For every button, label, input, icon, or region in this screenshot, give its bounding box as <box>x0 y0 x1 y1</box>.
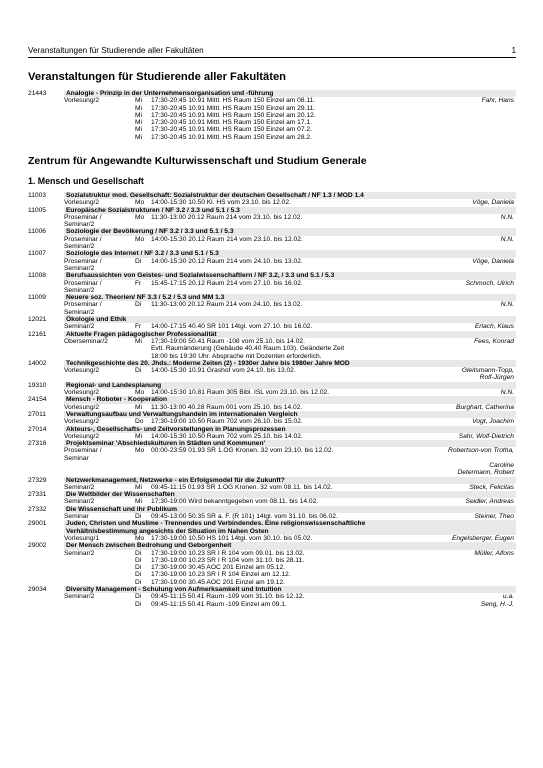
course-type: Proseminar / <box>64 447 102 455</box>
schedule-row <box>64 258 516 265</box>
instructor-cont: Rolf-Jürgen <box>479 374 514 382</box>
note-text: 18:00 bis 19:30 Uhr. Absprache mit Dozenten erforderlich. <box>151 352 322 360</box>
course-type: Vorlesung/2 <box>64 418 100 426</box>
schedule: 14:00-15:30 20.12 Raum 214 vom 23.10. bis 12.02. <box>151 235 303 243</box>
course-title: Juden, Christen und Muslime - Trennendes und Verbindendes. Eine religionswissenschaftliche <box>64 520 516 527</box>
course-entry <box>28 542 516 586</box>
course-entry <box>28 411 516 426</box>
weekday: Mo <box>135 235 145 243</box>
schedule: 14:00-17:15 40.40 SR 101 14tgl. vom 27.10. bis 16.02. <box>151 323 313 331</box>
schedule: 15:45-17:15 20.12 Raum 214 vom 27.10. bis 16.02. <box>151 279 303 287</box>
schedule-row <box>64 389 516 396</box>
schedule <box>151 265 516 272</box>
course-number: 27331 <box>28 491 47 499</box>
schedule-row <box>64 433 516 440</box>
weekday: Di <box>135 556 142 564</box>
weekday: Di <box>135 257 142 265</box>
course-number: 14002 <box>28 359 47 367</box>
instructor: N.N. <box>500 389 514 397</box>
course-details <box>64 484 516 491</box>
schedule-row <box>64 557 516 564</box>
course-list-mensch-gesellschaft <box>28 192 516 608</box>
schedule: 17:30-19:00 10.23 SR I R 104 vom 09.01. bis 13.02. <box>151 549 305 557</box>
course-number: 27332 <box>28 505 47 513</box>
course-type: Seminar <box>64 454 89 462</box>
weekday: Di <box>135 564 142 572</box>
weekday: Mi <box>135 104 143 112</box>
course-type: Seminar/2 <box>64 264 95 272</box>
weekday: Mi <box>135 483 143 491</box>
schedule <box>151 243 516 250</box>
course-details <box>64 199 516 206</box>
course-number: 12161 <box>28 330 47 338</box>
course-type: Vorlesung/2 <box>64 199 100 207</box>
schedule: 17:30-19:00 10.50 HS 101 14tgl. vom 30.10. bis 05.02. <box>151 534 313 542</box>
course-title: Akteurs-, Gesellschafts- und Zeitvorstellungen in Planungsprozessen <box>64 426 516 433</box>
instructor: Vogt, Joachim <box>472 418 514 426</box>
course-type: Proseminar / <box>64 257 102 265</box>
instructor: N.N. <box>500 235 514 243</box>
course-details <box>64 323 516 330</box>
instructor: Müller, Alfons <box>474 549 514 557</box>
schedule: 17:30-20:45 10.91 Mittl. HS Raum 150 Einzel am 07.2. <box>151 126 312 134</box>
course-details <box>64 214 516 229</box>
schedule: 09:45-11:15 50.41 Raum -109 Einzel am 09.1. <box>151 600 287 608</box>
course-number: 11008 <box>28 272 46 280</box>
course-type: Vorlesung/1 <box>64 534 100 542</box>
course-type: Seminar/2 <box>64 323 95 331</box>
course-title: Soziologie des Internet / NF 3.2 / 3.3 und 5.1 / 5.3 <box>64 250 516 257</box>
schedule-row <box>64 484 516 491</box>
schedule: 09:45-11:15 01.93 SR 1.OG Kronen. 32 vom 08.11. bis 14.02. <box>151 483 333 491</box>
schedule-row <box>64 513 516 520</box>
institution-heading: Zentrum für Angewandte Kulturwissenschaft und Studium Generale <box>28 155 367 167</box>
course-number: 29002 <box>28 542 47 550</box>
weekday: Mo <box>135 389 145 397</box>
weekday: Mi <box>135 498 143 506</box>
weekday: Mi <box>135 432 143 440</box>
schedule-row <box>64 221 516 228</box>
course-title: Technikgeschichte des 20. Jhds.: Moderne Zeiten (2) - 1930er Jahre bis 1980er Jahre MOD <box>64 360 516 367</box>
schedule-row <box>64 309 516 316</box>
course-number: 27014 <box>28 425 47 433</box>
schedule: 11:30-13:00 40.28 Raum 001 vom 25.10. bis 14.02. <box>151 403 303 411</box>
course-title: Sozialstruktur mod. Gesellschaft: Sozialstruktur der deutschen Gesellschaft / NF 1.3 / MOD 1.4 <box>64 192 516 199</box>
course-title: Der Mensch zwischen Bedrohung und Geborgenheit <box>64 542 516 549</box>
schedule <box>151 309 516 316</box>
instructor: Steck, Felicitas <box>469 483 514 491</box>
course-details <box>64 404 516 411</box>
course-type: Vorlesung/2 <box>64 389 100 397</box>
course-note <box>64 345 516 352</box>
course-entry <box>28 207 516 229</box>
instructor: Schmoch, Ulrich <box>465 279 514 287</box>
weekday: Mi <box>135 337 143 345</box>
schedule-row <box>64 571 516 578</box>
schedule: 17:30-19:00 30.45 AOC 201 Einzel am 19.12. <box>151 578 286 586</box>
instructor-cont: Determann, Robert <box>457 469 514 477</box>
schedule: 17:30-20:45 10.91 Mittl. HS Raum 150 Einzel am 29.11. <box>151 104 316 112</box>
course-type: Vorlesung/2 <box>64 367 100 375</box>
subsection-heading: 1. Mensch und Gesellschaft <box>28 176 144 186</box>
course-number: 11006 <box>28 228 46 236</box>
course-entry <box>28 426 516 441</box>
course-title: Verwaltungsaufbau und Verwaltungshandeln im internationalen Vergleich <box>64 411 516 418</box>
schedule-row <box>64 301 516 308</box>
schedule-row <box>64 404 516 411</box>
instructor: Seng, H.-J. <box>480 600 514 608</box>
course-number: 11009 <box>28 294 46 302</box>
course-title-cont: Verhältnisbestimmung angesichts der Situation im Nahen Osten <box>64 528 516 535</box>
course-title: Projektseminar 'Abschiedskulturen in Städten und Kommunen' <box>64 440 516 447</box>
course-type: Seminar/2 <box>64 286 95 294</box>
instructor-cont: Caroline <box>489 461 514 469</box>
instructor: Sahr, Wolf-Dietrich <box>458 432 514 440</box>
weekday: Di <box>135 571 142 579</box>
page-number: 1 <box>511 46 516 55</box>
schedule: 14:00-15:30 10.50 Kl. HS vom 23.10. bis 12.02. <box>151 199 291 207</box>
course-details <box>64 593 516 608</box>
course-number: 19310 <box>28 381 47 389</box>
schedule-row <box>64 601 516 608</box>
course-number: 11005 <box>28 206 46 214</box>
schedule <box>151 221 516 228</box>
course-entry <box>28 250 516 272</box>
instructor: Burghart, Catherina <box>456 403 514 411</box>
schedule: 17:30-20:45 10.91 Mittl. HS Raum 150 Einzel am 17.1. <box>151 119 312 127</box>
schedule: 14:00-15:30 10.81 Raum 305 Bibl. ISL vom 23.10. bis 12.02. <box>151 389 330 397</box>
instructor: N.N. <box>500 301 514 309</box>
course-title: Ökologie und Ethik <box>64 316 516 323</box>
course-type: Vorlesung/2 <box>64 403 100 411</box>
schedule: 17:30-19:00 10.50 Raum 702 vom 26.10. bis 15.02. <box>151 418 303 426</box>
weekday: Di <box>135 513 142 521</box>
schedule-row <box>64 498 516 505</box>
schedule-row <box>64 105 516 112</box>
course-type: Proseminar / <box>64 213 102 221</box>
course-type: Seminar/2 <box>64 243 95 251</box>
course-note <box>64 353 516 360</box>
schedule: 17:30-20:45 10.91 Mittl. HS Raum 150 Einzel am 28.2. <box>151 133 312 141</box>
weekday: Di <box>135 549 142 557</box>
schedule: 11:30-13:00 20.12 Raum 214 vom 24.10. bis 13.02. <box>151 301 303 309</box>
course-number: 11003 <box>28 192 46 199</box>
instructor: Vöge, Daniela <box>472 257 514 265</box>
weekday: Di <box>135 301 142 309</box>
course-type: Proseminar / <box>64 235 102 243</box>
schedule: 09:45-11:15 50.41 Raum -109 vom 31.10. bis 12.12. <box>151 593 305 601</box>
instructor: Fahr, Hans <box>481 97 514 105</box>
schedule: 17:30-19:00 50.41 Raum -108 vom 25.10. bis 14.02. <box>151 337 305 345</box>
course-entry <box>28 294 516 316</box>
instructor: Gleitsmann-Topp, <box>461 367 514 375</box>
course-title: Soziologie der Bevölkerung / NF 3.2 / 3.3 und 5.1 / 5.3 <box>64 228 516 235</box>
running-header-title: Veranstaltungen für Studierende aller Fakultäten <box>28 46 204 55</box>
instructor: Seidler, Andreas <box>465 498 514 506</box>
course-title: Aktuelle Fragen pädagogischer Professionalität <box>64 331 516 338</box>
schedule-row <box>64 119 516 126</box>
schedule-row <box>64 418 516 425</box>
weekday: Di <box>135 367 142 375</box>
schedule-row <box>64 593 516 600</box>
course-type: Proseminar / <box>64 279 102 287</box>
weekday: Mi <box>135 403 143 411</box>
course-entry <box>28 396 516 411</box>
weekday: Mi <box>135 119 143 127</box>
course-title: Berufsaussichten von Geistes- und Sozialwissenschaftlern / NF 3.2, / 3.3 und 5.1 / 5.3 <box>64 272 516 279</box>
course-details <box>64 301 516 316</box>
note-text: Evtl. Raumänderung (Gebäude 40.40 Raum 103). Geänderte Zeit <box>151 345 345 353</box>
schedule: 14:00-15:30 10.50 Raum 702 vom 25.10. bis 14.02. <box>151 432 303 440</box>
course-number: 12021 <box>28 316 47 324</box>
course-number: 27316 <box>28 440 47 448</box>
course-details <box>64 447 516 476</box>
course-entry <box>28 192 516 207</box>
weekday: Di <box>135 593 142 601</box>
course-title: Die Weltbilder der Wissenschaften <box>64 491 516 498</box>
schedule-row <box>64 323 516 330</box>
course-details <box>64 535 516 542</box>
weekday: Mi <box>135 126 143 134</box>
course-type: Seminar/2 <box>64 498 95 506</box>
course-entry <box>28 90 516 141</box>
instructor: u.a. <box>502 593 514 601</box>
course-number: 24154 <box>28 396 47 404</box>
schedule-row <box>64 564 516 571</box>
instructor: N.N. <box>500 213 514 221</box>
course-entry <box>28 491 516 506</box>
course-entry <box>28 272 516 294</box>
course-entry <box>28 440 516 476</box>
course-details <box>64 433 516 440</box>
schedule: 14:00-15:30 10.91 Grashof vom 24.10. bis 13.02. <box>151 367 296 375</box>
weekday: Do <box>135 418 144 426</box>
course-title: Diversity Management - Schulung von Aufmerksamkeit und Intuition <box>64 586 516 593</box>
course-details <box>64 498 516 505</box>
schedule-row <box>64 579 516 586</box>
course-details <box>64 389 516 396</box>
course-details <box>64 367 516 382</box>
schedule: 09:45-13:00 50.35 SR a. F. (R 101) 14tgl. vom 31.10. bis 06.02. <box>151 513 338 521</box>
weekday: Fr <box>135 279 142 287</box>
course-entry <box>28 586 516 608</box>
course-title: Neuere soz. Theorien/ NF 3.3 / 5.2 / 5.3 und MM 1.3 <box>64 294 516 301</box>
instructor: Robertson-von Trotha, <box>448 447 514 455</box>
schedule: 17:30-19:00 10.23 SR I R 104 Einzel am 12.12. <box>151 571 291 579</box>
schedule-row <box>64 199 516 206</box>
course-number: 21443 <box>28 90 47 97</box>
schedule: 17:30-20:45 10.91 Mittl. HS Raum 150 Einzel am 20.12. <box>151 111 316 119</box>
course-details <box>64 280 516 295</box>
schedule: 17:30-19:00 Wird bekanntgegeben vom 08.11. bis 14.02. <box>151 498 319 506</box>
schedule: 11:30-13:00 20.12 Raum 214 vom 23.10. bis 12.02. <box>151 213 303 221</box>
course-details <box>64 513 516 520</box>
course-entry <box>28 228 516 250</box>
course-type: Proseminar / <box>64 301 102 309</box>
course-title: Analogie - Prinzip in der Unternehmensorganisation und -führung <box>64 90 516 97</box>
instructor: Erlach, Klaus <box>474 323 514 331</box>
schedule-row <box>64 280 516 287</box>
weekday: Fr <box>135 323 142 331</box>
schedule-row <box>64 112 516 119</box>
weekday: Mi <box>135 111 143 119</box>
schedule <box>151 455 516 462</box>
weekday: Mi <box>135 97 143 105</box>
course-type: Seminar/2 <box>64 549 95 557</box>
course-details <box>64 338 516 360</box>
weekday: Mo <box>135 213 145 221</box>
schedule-row <box>64 338 516 345</box>
course-type: Seminar/2 <box>64 308 95 316</box>
course-type: Seminar/2 <box>64 221 95 229</box>
course-type: Seminar/2 <box>64 593 95 601</box>
weekday: Mi <box>135 133 143 141</box>
course-number: 27329 <box>28 476 47 484</box>
schedule: 00:00-23:59 01.93 SR 1.OG Kronen. 32 vom 23.10. bis 12.02. <box>151 447 334 455</box>
schedule: 17:30-20:45 10.91 Mittl. HS Raum 150 Einzel am 08.11. <box>151 97 316 105</box>
course-type: Vorlesung/2 <box>64 97 100 105</box>
course-title: Mensch - Roboter - Kooperation <box>64 396 516 403</box>
course-type: Seminar <box>64 513 89 521</box>
course-title: Regional- und Landesplanung <box>64 382 516 389</box>
course-number: 29034 <box>28 586 47 594</box>
running-header <box>28 45 516 58</box>
course-entry <box>28 506 516 521</box>
course-entry <box>28 520 516 542</box>
schedule: 14:00-15:30 20.12 Raum 214 vom 24.10. bis 13.02. <box>151 257 303 265</box>
schedule-row <box>64 287 516 294</box>
course-type: Vorlesung/2 <box>64 432 100 440</box>
schedule-row <box>64 236 516 243</box>
instructor: Engelsberger, Eugen <box>451 534 514 542</box>
course-details <box>64 236 516 251</box>
course-entry <box>28 477 516 492</box>
instructor: Fees, Konrad <box>474 337 514 345</box>
course-entry <box>28 360 516 382</box>
schedule-row <box>64 455 516 462</box>
course-number: 27011 <box>28 410 46 418</box>
course-list-general <box>28 90 516 141</box>
schedule: 17:30-19:00 10.23 SR I R 104 vom 31.10. bis 28.11. <box>151 556 305 564</box>
course-entry <box>28 331 516 360</box>
weekday: Mo <box>135 447 145 455</box>
schedule-row <box>64 126 516 133</box>
schedule-row <box>64 265 516 272</box>
schedule-row <box>64 367 516 374</box>
course-entry <box>28 316 516 331</box>
course-title: Netzwerkmanagement, Netzwerke - ein Erfolgsmodel für die Zukunft? <box>64 477 516 484</box>
schedule-row <box>64 447 516 454</box>
course-title: Die Wissenschaft und ihr Publikum <box>64 506 516 513</box>
schedule-row <box>64 134 516 141</box>
schedule-row <box>64 550 516 557</box>
course-type: Seminar/2 <box>64 483 95 491</box>
schedule: 17:30-19:00 30.45 AOC 201 Einzel am 05.12. <box>151 564 286 572</box>
course-details <box>64 418 516 425</box>
section-heading: Veranstaltungen für Studierende aller Fakultäten <box>28 71 286 83</box>
schedule-row <box>64 214 516 221</box>
course-number: 11007 <box>28 250 46 258</box>
course-title: Europäische Sozialstrukturen / NF 3.2 / 3.3 und 5.1 / 5.3 <box>64 207 516 214</box>
weekday: Mo <box>135 199 145 207</box>
schedule-row <box>64 535 516 542</box>
weekday: Mo <box>135 534 145 542</box>
course-details <box>64 258 516 273</box>
weekday: Di <box>135 578 142 586</box>
course-entry <box>28 382 516 397</box>
schedule <box>151 287 516 294</box>
instructor: Vöge, Daniela <box>472 199 514 207</box>
weekday: Di <box>135 600 142 608</box>
course-details <box>64 550 516 586</box>
course-type: Oberseminar/2 <box>64 337 108 345</box>
schedule-row <box>64 243 516 250</box>
course-number: 29001 <box>28 520 47 528</box>
instructor: Steiner, Theo <box>474 513 514 521</box>
course-details <box>64 97 516 141</box>
schedule-row <box>64 97 516 104</box>
